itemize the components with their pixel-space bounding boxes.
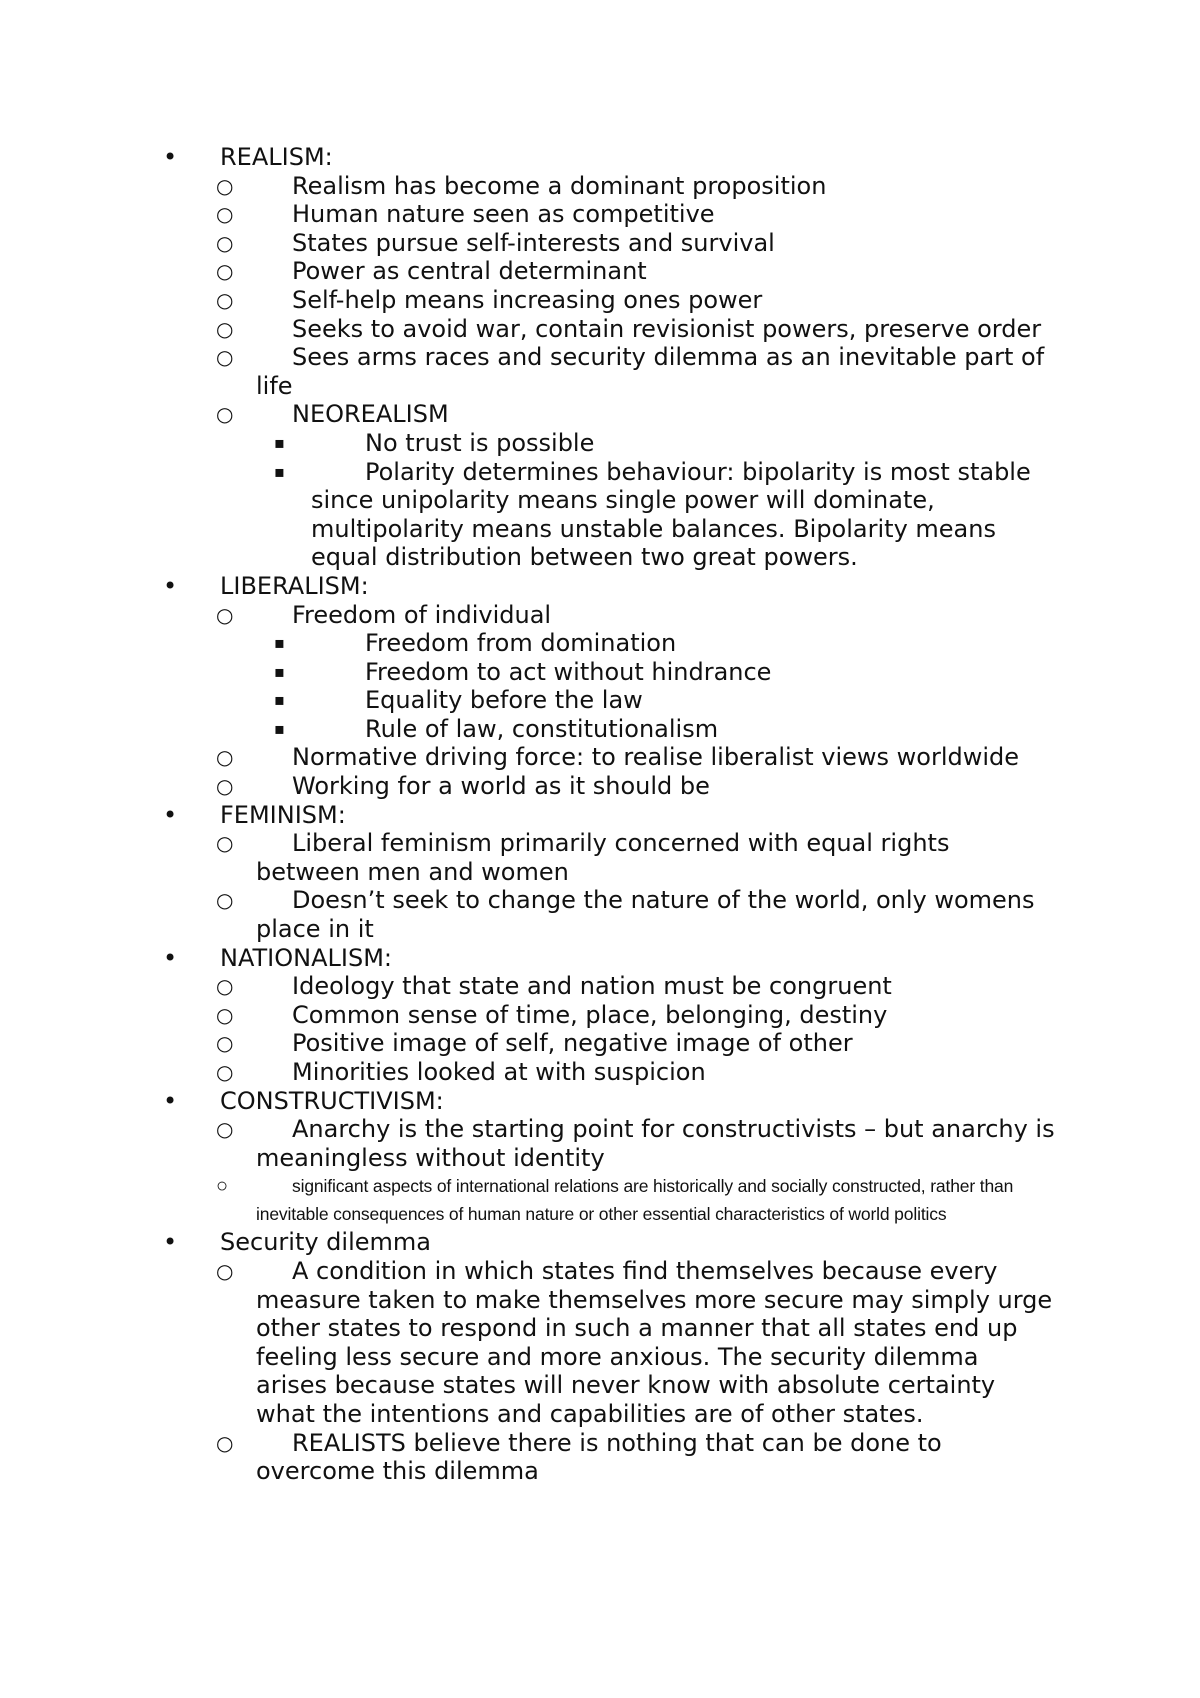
sub-list-item: ▪ Polarity determines behaviour: bipolarity is most stable since unipolarity means single power will dominate, multipolarity means unstable balances. Bipolarity means equal distribution between two great powers.	[274, 457, 1031, 572]
list-item: ○ Normative driving force: to realise liberalist views worldwide	[216, 743, 1020, 772]
square-bullet-icon: ▪	[274, 432, 285, 452]
circle-bullet-icon: ○	[216, 1117, 234, 1142]
list-item: ○ Minorities looked at with suspicion	[216, 1058, 706, 1086]
section-heading: CONSTRUCTIVISM:	[220, 1086, 444, 1115]
list-item: ○ Sees arms races and security dilemma as an inevitable part of life	[216, 343, 1045, 400]
sub-list-item: ▪ Rule of law, constitutionalism	[274, 714, 719, 743]
section-constructivism	[0, 1087, 1200, 1116]
circle-bullet-icon: ○	[216, 402, 234, 427]
circle-bullet-icon: ○	[216, 1060, 234, 1084]
bullet-icon: •	[163, 943, 178, 972]
list-item: ○ Ideology that state and nation must be congruent	[216, 972, 892, 1001]
list-item: ○ Human nature seen as competitive	[216, 200, 715, 229]
circle-bullet-icon: ○	[216, 1430, 234, 1455]
circle-bullet-icon: ○	[216, 345, 234, 370]
square-bullet-icon: ▪	[274, 718, 285, 738]
circle-bullet-icon: ○	[216, 1258, 234, 1283]
section-heading: REALISM:	[220, 143, 333, 171]
section-liberalism	[0, 572, 1200, 601]
list-item: ○ Common sense of time, place, belonging, destiny	[216, 1000, 888, 1029]
section-realism	[0, 143, 1200, 172]
bullet-icon: •	[163, 1228, 178, 1257]
square-bullet-icon: ▪	[274, 661, 285, 681]
list-item: ○ REALISTS believe there is nothing that can be done to overcome this dilemma	[216, 1428, 942, 1486]
list-item: ○ Realism has become a dominant proposition	[216, 171, 827, 200]
circle-bullet-icon: ○	[216, 831, 234, 856]
square-bullet-icon: ▪	[274, 461, 285, 481]
circle-bullet-icon: ○	[216, 173, 234, 198]
circle-bullet-icon: ○	[216, 259, 234, 284]
circle-bullet-icon: ○	[216, 316, 234, 341]
section-feminism	[0, 801, 1200, 830]
list-item: ○ significant aspects of international relations are historically and socially constructed, rather than inevitable consequences of human nature or other essential characteristics of world politics	[0, 1172, 1056, 1228]
bullet-icon: •	[163, 1086, 178, 1115]
section-heading: FEMINISM:	[220, 800, 346, 829]
list-item: ○ States pursue self-interests and survival	[216, 228, 775, 257]
list-item: ○ Working for a world as it should be	[216, 772, 710, 801]
list-item: ○ Doesn’t seek to change the nature of the world, only womens place in it	[216, 886, 1035, 944]
section-security-dilemma	[0, 1228, 1200, 1257]
circle-bullet-icon: ○	[216, 774, 234, 799]
square-bullet-icon: ▪	[274, 633, 285, 653]
circle-bullet-icon: ○	[216, 230, 234, 255]
square-bullet-icon: ▪	[274, 690, 285, 710]
circle-bullet-icon: ○	[216, 888, 234, 913]
sub-list-item: ▪ Equality before the law	[274, 686, 643, 715]
circle-bullet-icon: ○	[216, 202, 234, 227]
circle-bullet-icon: ○	[216, 287, 234, 312]
section-heading: NATIONALISM:	[220, 943, 392, 972]
list-item: ○ Freedom of individual	[216, 600, 552, 629]
bullet-icon: •	[163, 571, 178, 600]
bullet-icon: •	[163, 143, 178, 171]
sub-list-item: ▪ No trust is possible	[274, 428, 595, 457]
list-item: ○ Anarchy is the starting point for constructivists – but anarchy is meaningless without identity	[216, 1115, 1055, 1172]
bullet-icon: •	[163, 800, 178, 829]
list-item: ○ Self-help means increasing ones power	[216, 285, 763, 314]
circle-bullet-icon: ○	[216, 974, 234, 999]
list-item: ○ Liberal feminism primarily concerned with equal rights between men and women	[216, 829, 950, 886]
circle-bullet-icon: ○	[216, 602, 234, 627]
list-item: ○ NEOREALISM	[216, 400, 449, 429]
list-item: ○ Seeks to avoid war, contain revisionist powers, preserve order	[216, 314, 1042, 343]
sub-list-item: ▪ Freedom to act without hindrance	[274, 657, 772, 686]
list-item: ○ Power as central determinant	[216, 257, 647, 286]
circle-bullet-icon: ○	[216, 1175, 228, 1198]
list-item: ○ Positive image of self, negative image of other	[216, 1029, 853, 1058]
circle-bullet-icon: ○	[216, 1002, 234, 1027]
section-heading: Security dilemma	[220, 1228, 431, 1257]
section-heading: LIBERALISM:	[220, 571, 369, 600]
circle-bullet-icon: ○	[216, 1031, 234, 1056]
section-nationalism	[0, 944, 1200, 973]
list-item: ○ A condition in which states find themselves because every measure taken to make themselves more secure may simply urge other states to respond in such a manner that all states end up feeling less secure and more anxious. The security dilemma arises because states will never know with absolute certainty what the intentions and capabilities are of other states.	[216, 1256, 1053, 1428]
circle-bullet-icon: ○	[216, 745, 234, 770]
sub-list-item: ▪ Freedom from domination	[274, 629, 677, 658]
